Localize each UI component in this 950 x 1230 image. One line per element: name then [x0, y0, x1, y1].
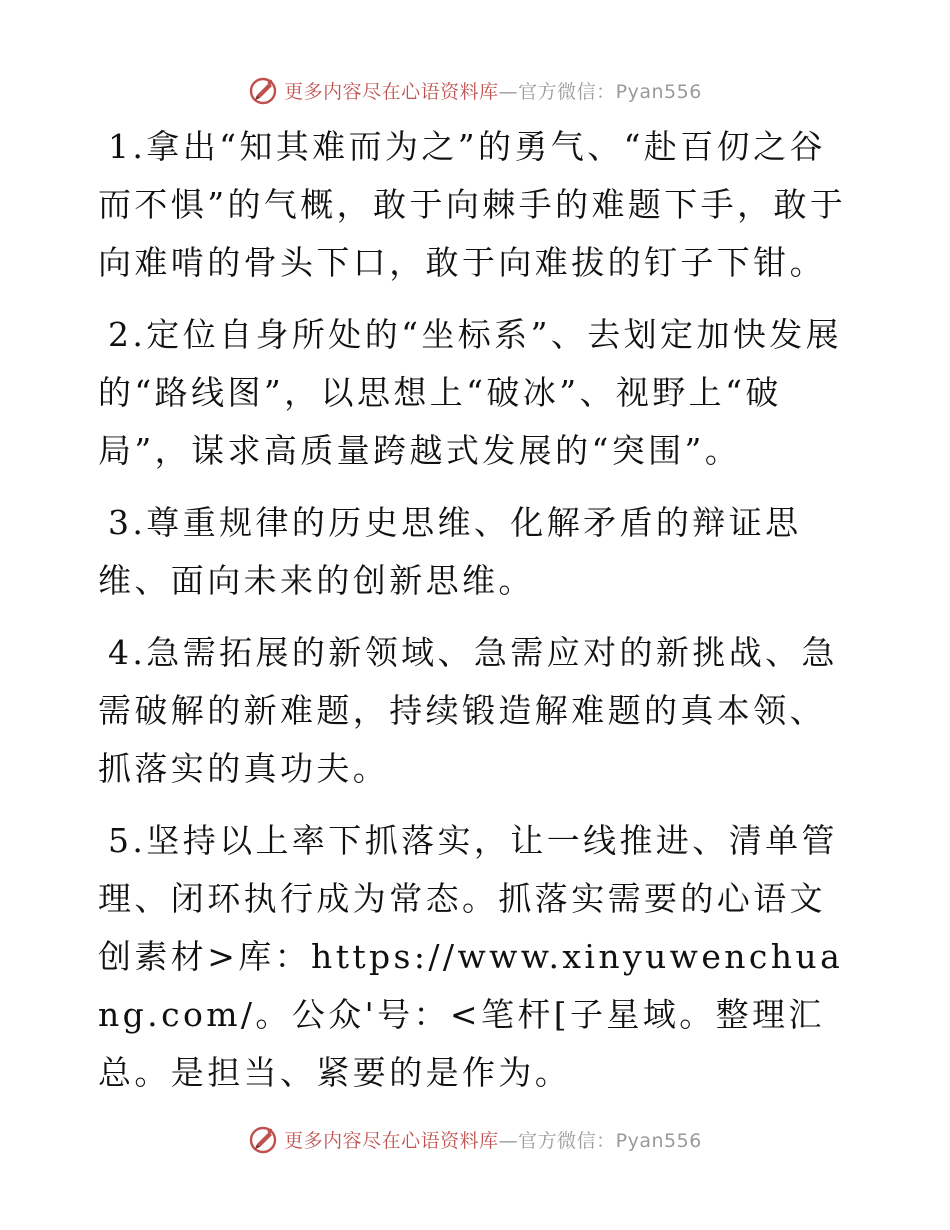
paragraph-number: 5.: [108, 821, 147, 860]
brand-logo-icon: [248, 75, 278, 105]
paragraph-number: 1.: [108, 127, 147, 166]
paragraph-text: 尊重规律的历史思维、化解矛盾的辩证思维、面向未来的创新思维。: [98, 503, 802, 600]
paragraph-number: 4.: [108, 633, 147, 672]
paragraph-1: [98, 118, 858, 292]
header-brand-text: 更多内容尽在心语资料库: [284, 80, 499, 103]
paragraph-text: 拿出“知其难而为之”的勇气、“赴百仞之谷而不惧”的气概，敢于向棘手的难题下手，敢于向难啃的骨头下口，敢于向难拔的钉子下钳。: [98, 127, 847, 282]
paragraph-number: 2.: [108, 315, 147, 354]
paragraph-number: 3.: [108, 503, 147, 542]
footer-watermark: [0, 1119, 950, 1159]
brand-logo-icon: [248, 1124, 278, 1154]
footer-brand-text: 更多内容尽在心语资料库: [284, 1129, 499, 1152]
header-watermark: [0, 70, 950, 110]
document-body: [98, 118, 858, 1116]
paragraph-3: [98, 494, 858, 610]
paragraph-text: 坚持以上率下抓落实，让一线推进、清单管理、闭环执行成为常态。抓落实需要的心语文创素材>库：https://www.xinyuwenchuang.com/。公众'号：<笔杆[子星域。整理汇总。是担当、紧要的是作为。: [98, 821, 844, 1092]
paragraph-4: [98, 624, 858, 798]
header-wechat-text: —官方微信：Pyan556: [498, 80, 702, 103]
footer-wechat-text: —官方微信：Pyan556: [498, 1129, 702, 1152]
paragraph-2: [98, 306, 858, 480]
paragraph-5: [98, 812, 858, 1102]
paragraph-text: 急需拓展的新领域、急需应对的新挑战、急需破解的新难题，持续锻造解难题的真本领、抓落实的真功夫。: [98, 633, 838, 788]
paragraph-text: 定位自身所处的“坐标系”、去划定加快发展的“路线图”，以思想上“破冰”、视野上“破局”，谋求高质量跨越式发展的“突围”。: [98, 315, 843, 470]
